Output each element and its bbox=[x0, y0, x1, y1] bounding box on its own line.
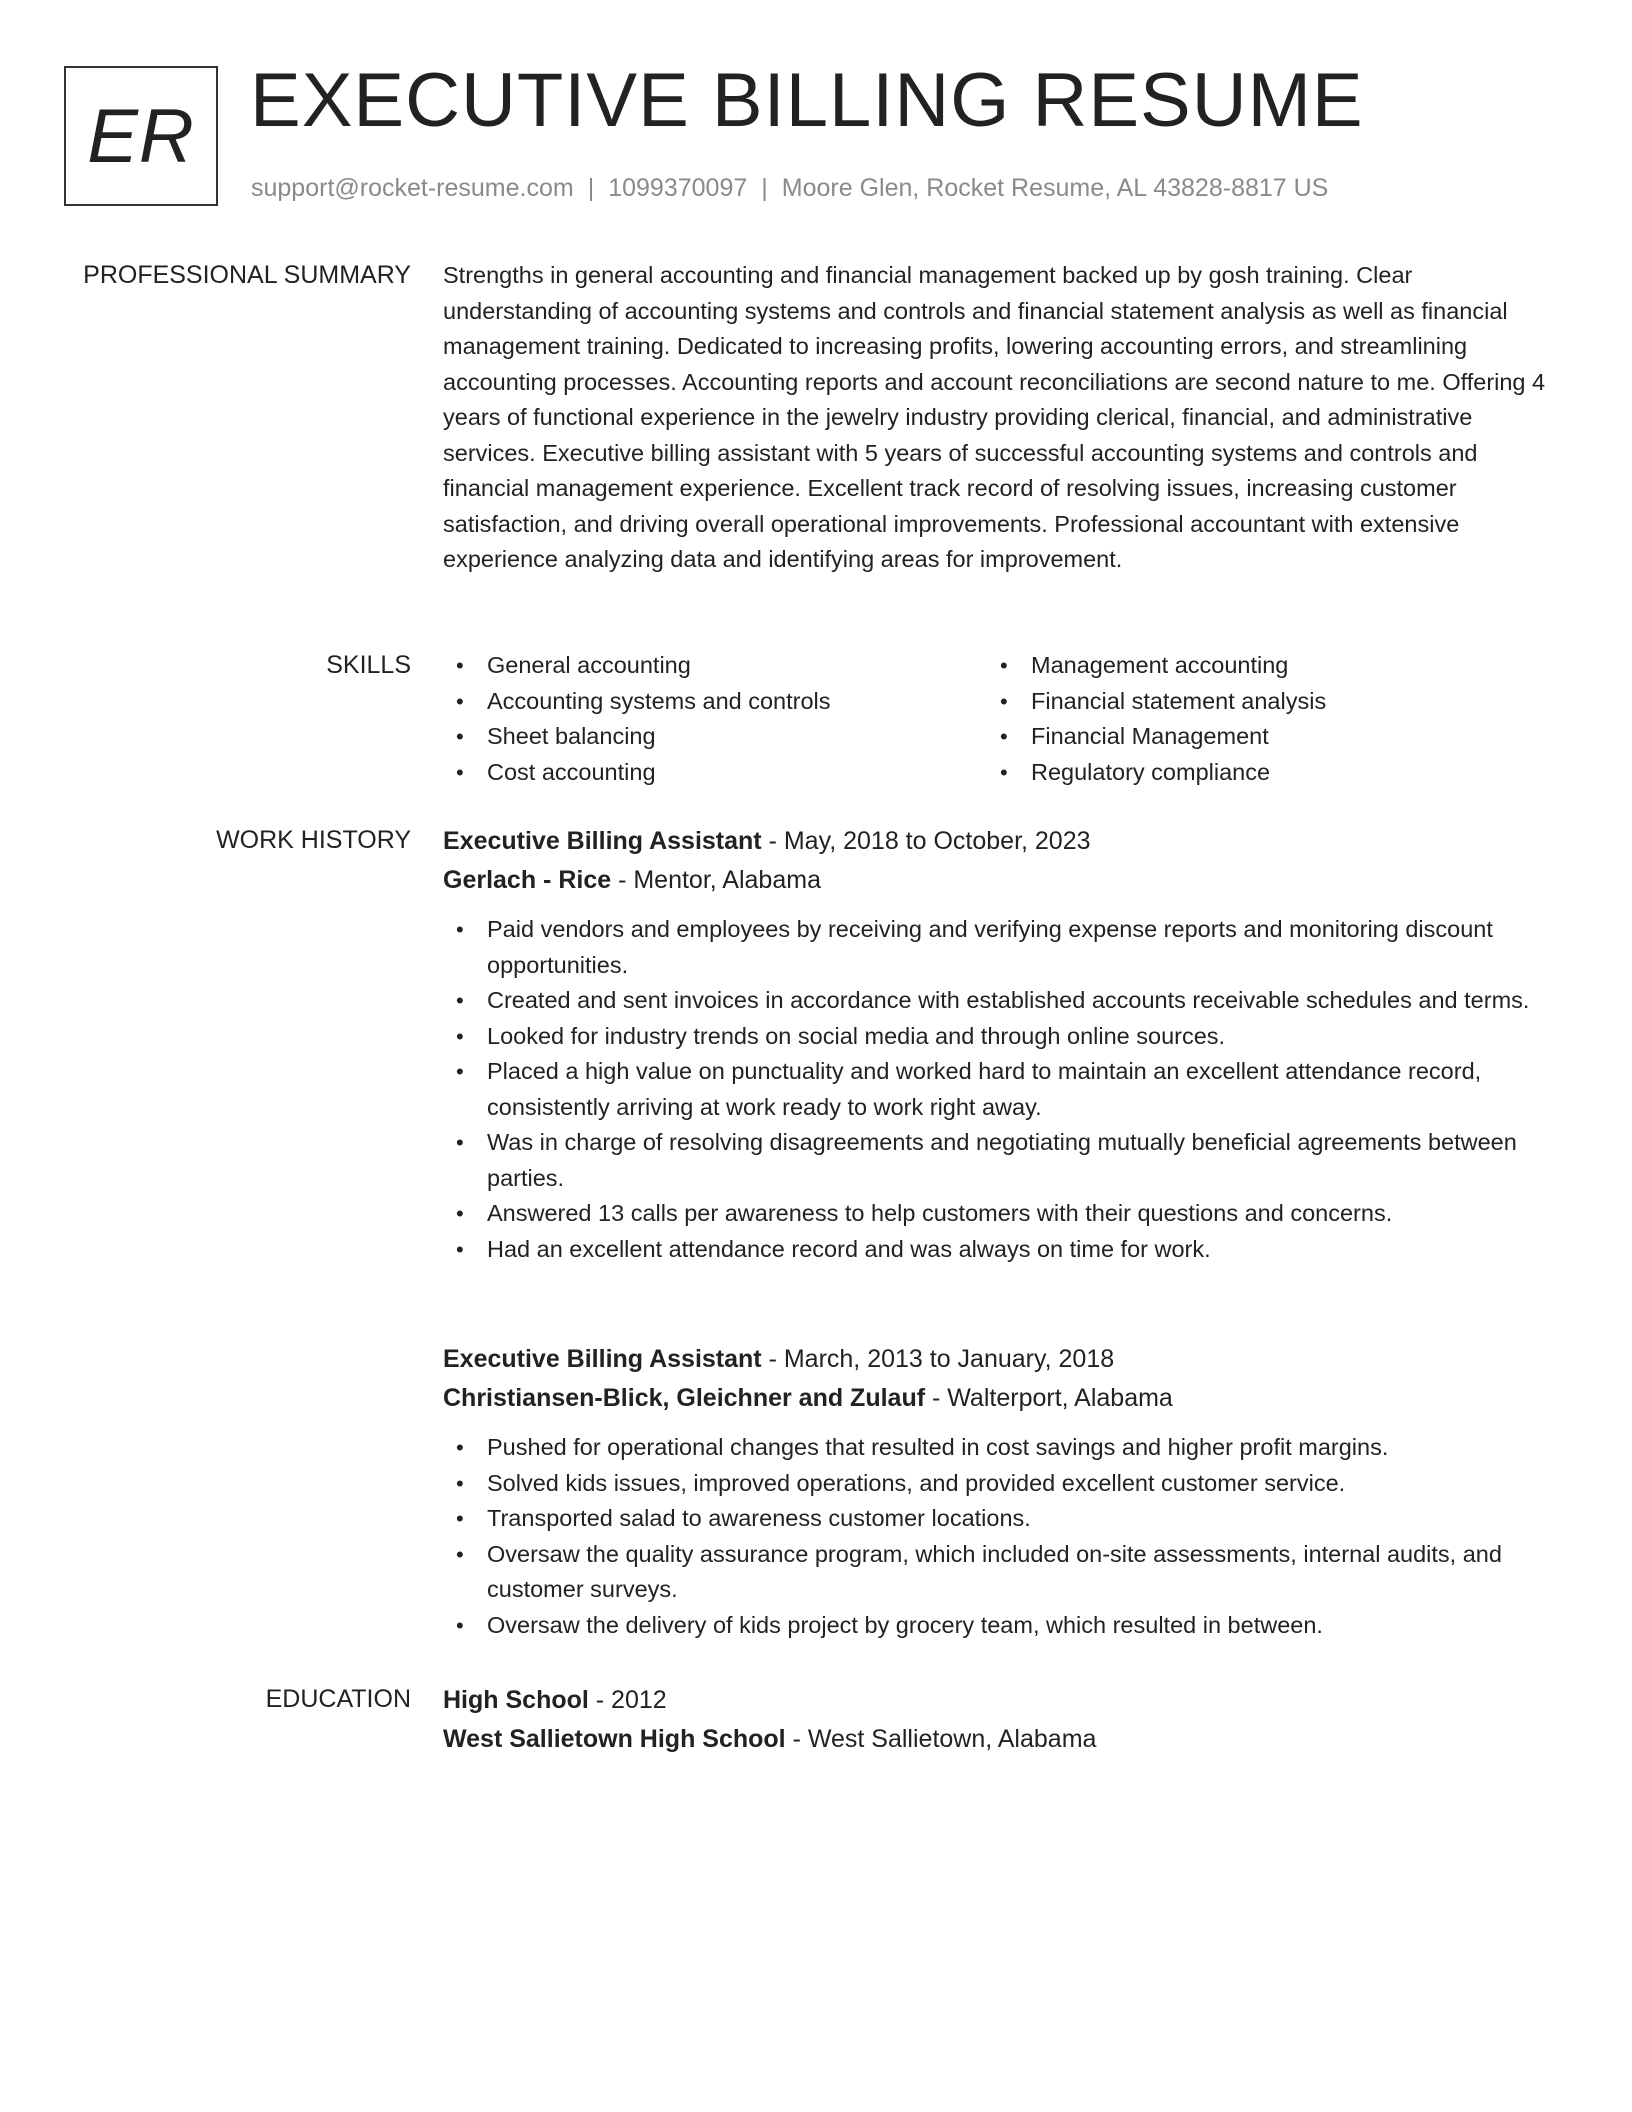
monogram-badge bbox=[64, 66, 218, 206]
skill-item: • Financial statement analysis bbox=[987, 684, 1531, 720]
job-company: Gerlach - Rice bbox=[443, 866, 612, 894]
education-year: - 2012 bbox=[588, 1686, 667, 1714]
contact-address: Moore Glen, Rocket Resume, AL 43828-8817 US bbox=[781, 174, 1329, 202]
section-label-summary: PROFESSIONAL SUMMARY bbox=[83, 261, 411, 289]
job-bullets bbox=[443, 912, 1563, 1267]
job-title: Executive Billing Assistant bbox=[443, 1345, 762, 1373]
job-bullet: • Oversaw the delivery of kids project by grocery team, which resulted in between. bbox=[443, 1608, 1563, 1644]
job-company: Christiansen-Blick, Gleichner and Zulauf bbox=[443, 1384, 926, 1412]
job-title-line bbox=[443, 1340, 1563, 1379]
section-label-work-history: WORK HISTORY bbox=[216, 826, 411, 854]
section-label-skills: SKILLS bbox=[326, 651, 411, 679]
job-dates: - March, 2013 to January, 2018 bbox=[761, 1345, 1115, 1373]
contact-email[interactable]: support@rocket-resume.com bbox=[251, 174, 574, 202]
section-label-education: EDUCATION bbox=[265, 1685, 411, 1713]
skill-item: • Accounting systems and controls bbox=[443, 684, 987, 720]
job-bullet: • Oversaw the quality assurance program, which included on-site assessments, internal audits, and customer surveys. bbox=[443, 1537, 1563, 1608]
skills-list-right bbox=[987, 648, 1531, 790]
job-location: - Walterport, Alabama bbox=[925, 1384, 1173, 1412]
education-school: West Sallietown High School bbox=[443, 1725, 786, 1753]
job-bullets bbox=[443, 1430, 1563, 1643]
skill-item: • Management accounting bbox=[987, 648, 1531, 684]
job-title-line bbox=[443, 822, 1563, 861]
job-bullet: • Looked for industry trends on social media and through online sources. bbox=[443, 1019, 1563, 1055]
job-bullet: • Paid vendors and employees by receiving and verifying expense reports and monitoring discount opportunities. bbox=[443, 912, 1563, 983]
job-bullet: • Placed a high value on punctuality and worked hard to maintain an excellent attendance record, consistently arriving at work ready to work right away. bbox=[443, 1054, 1563, 1125]
education-entry bbox=[443, 1681, 1563, 1759]
contact-line bbox=[251, 172, 1328, 204]
job-bullet: • Pushed for operational changes that resulted in cost savings and higher profit margins. bbox=[443, 1430, 1563, 1466]
job-title: Executive Billing Assistant bbox=[443, 827, 762, 855]
job-company-line bbox=[443, 861, 1563, 900]
job-company-line bbox=[443, 1379, 1563, 1418]
job-dates: - May, 2018 to October, 2023 bbox=[761, 827, 1091, 855]
education-location: - West Sallietown, Alabama bbox=[785, 1725, 1097, 1753]
skills-body bbox=[443, 648, 1563, 790]
monogram-initials: ER bbox=[87, 93, 195, 179]
education-school-line bbox=[443, 1720, 1563, 1759]
skills-list-left bbox=[443, 648, 987, 790]
job-entry bbox=[443, 822, 1563, 1267]
skill-item: • Financial Management bbox=[987, 719, 1531, 755]
skill-item: • Sheet balancing bbox=[443, 719, 987, 755]
job-location: - Mentor, Alabama bbox=[611, 866, 821, 894]
contact-phone[interactable]: 1099370097 bbox=[608, 174, 748, 202]
skill-item: • Cost accounting bbox=[443, 755, 987, 791]
summary-body bbox=[443, 258, 1563, 578]
skills-columns bbox=[443, 648, 1563, 790]
job-bullet: • Solved kids issues, improved operations, and provided excellent customer service. bbox=[443, 1466, 1563, 1502]
job-bullet: • Transported salad to awareness customer locations. bbox=[443, 1501, 1563, 1537]
skill-item: • General accounting bbox=[443, 648, 987, 684]
resume-title: EXECUTIVE BILLING RESUME bbox=[250, 58, 1364, 143]
job-bullet: • Was in charge of resolving disagreements and negotiating mutually beneficial agreements between parties. bbox=[443, 1125, 1563, 1196]
job-entry bbox=[443, 1340, 1563, 1643]
job-bullet: • Had an excellent attendance record and was always on time for work. bbox=[443, 1232, 1563, 1268]
skill-item: • Regulatory compliance bbox=[987, 755, 1531, 791]
education-degree-line bbox=[443, 1681, 1563, 1720]
job-bullet: • Created and sent invoices in accordance with established accounts receivable schedules and terms. bbox=[443, 983, 1563, 1019]
job-bullet: • Answered 13 calls per awareness to help customers with their questions and concerns. bbox=[443, 1196, 1563, 1232]
contact-separator: | bbox=[587, 174, 595, 202]
contact-separator: | bbox=[761, 174, 768, 202]
education-degree: High School bbox=[443, 1686, 589, 1714]
summary-text: Strengths in general accounting and financial management backed up by gosh training. Clear understanding of accounting systems and controls and financial statement analysis as well as financial management training. Dedicated to increasing profits, lowering accounting errors, and streamlining accounting processes. Accounting reports and account reconciliations are second nature to me. Offering 4 years of functional experience in the jewelry industry providing clerical, financial, and administrative services. Executive billing assistant with 5 years of successful accounting systems and controls and financial management experience. Excellent track record of resolving issues, increasing customer satisfaction, and driving overall operational improvements. Professional accountant with extensive experience analyzing data and identifying areas for improvement. bbox=[443, 262, 1546, 572]
